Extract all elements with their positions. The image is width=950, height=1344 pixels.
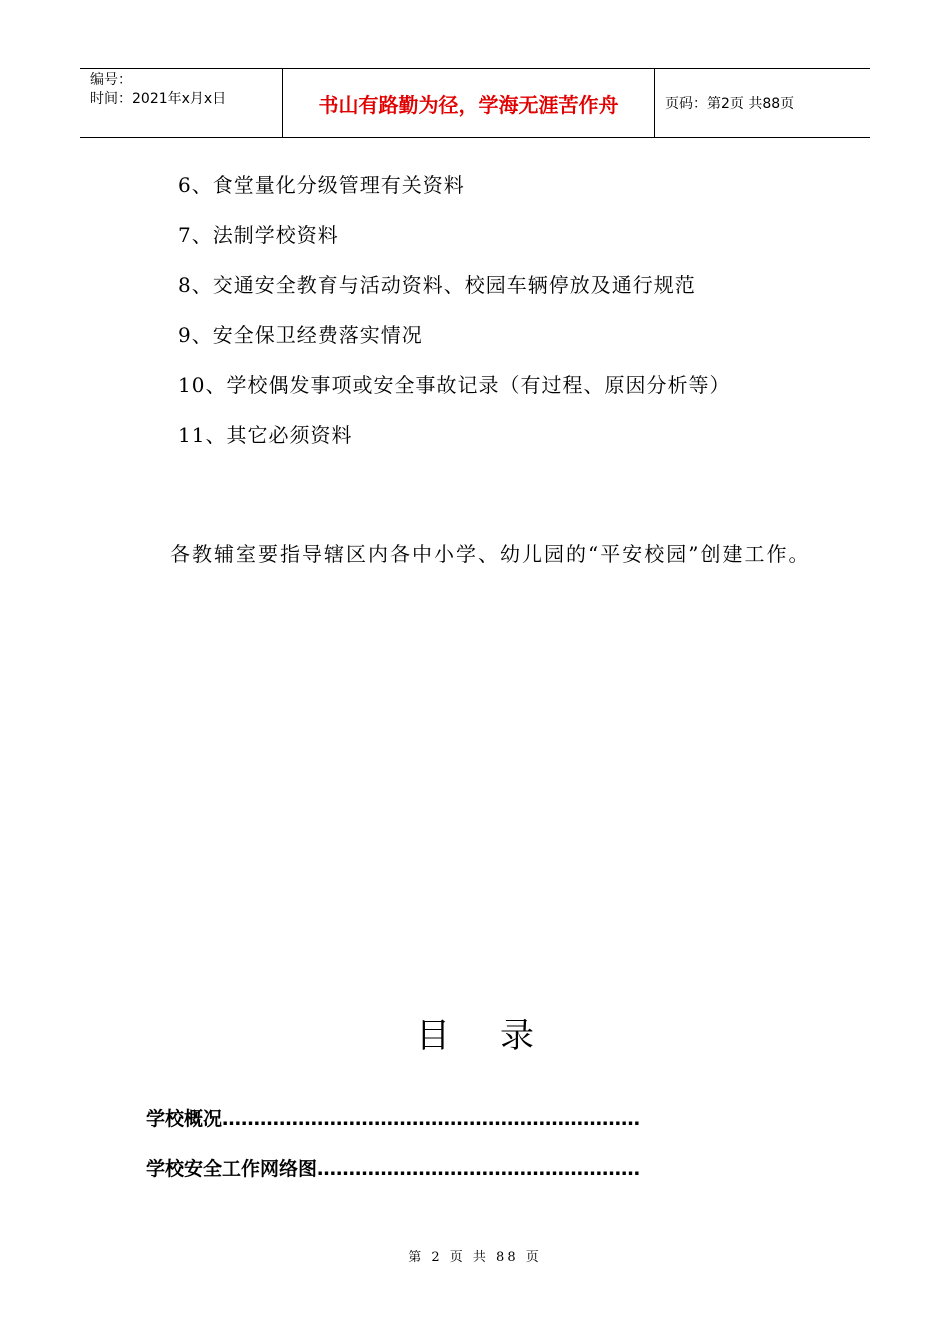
list-item: 11、其它必须资料 [178, 423, 353, 447]
page-header [80, 68, 870, 138]
body-paragraph: 各教辅室要指导辖区内各中小学、幼儿园的“平安校园”创建工作。 [170, 542, 811, 566]
toc-entry[interactable]: 学校安全工作网络图…………………………………………… [146, 1158, 641, 1180]
document-number-label: 编号： [90, 72, 132, 88]
list-item: 9、安全保卫经费落实情况 [178, 323, 423, 347]
header-meta [80, 69, 282, 137]
header-page-info: 页码：第2页 共88页 [665, 96, 795, 112]
material-list [178, 170, 730, 470]
header-motto: 书山有路勤为径，学海无涯苦作舟 [282, 69, 655, 137]
list-item: 7、法制学校资料 [178, 223, 339, 247]
list-item: 6、食堂量化分级管理有关资料 [178, 173, 465, 197]
toc-entry[interactable]: 学校概况………………………………………………………… [146, 1108, 641, 1130]
page-footer: 第 2 页 共 88 页 [408, 1250, 542, 1265]
list-item: 10、学校偶发事项或安全事故记录（有过程、原因分析等） [178, 373, 731, 397]
list-item: 8、交通安全教育与活动资料、校园车辆停放及通行规范 [178, 273, 696, 297]
toc-title: 目录 [416, 1016, 584, 1056]
document-date: 时间：2021年x月x日 [90, 91, 227, 107]
